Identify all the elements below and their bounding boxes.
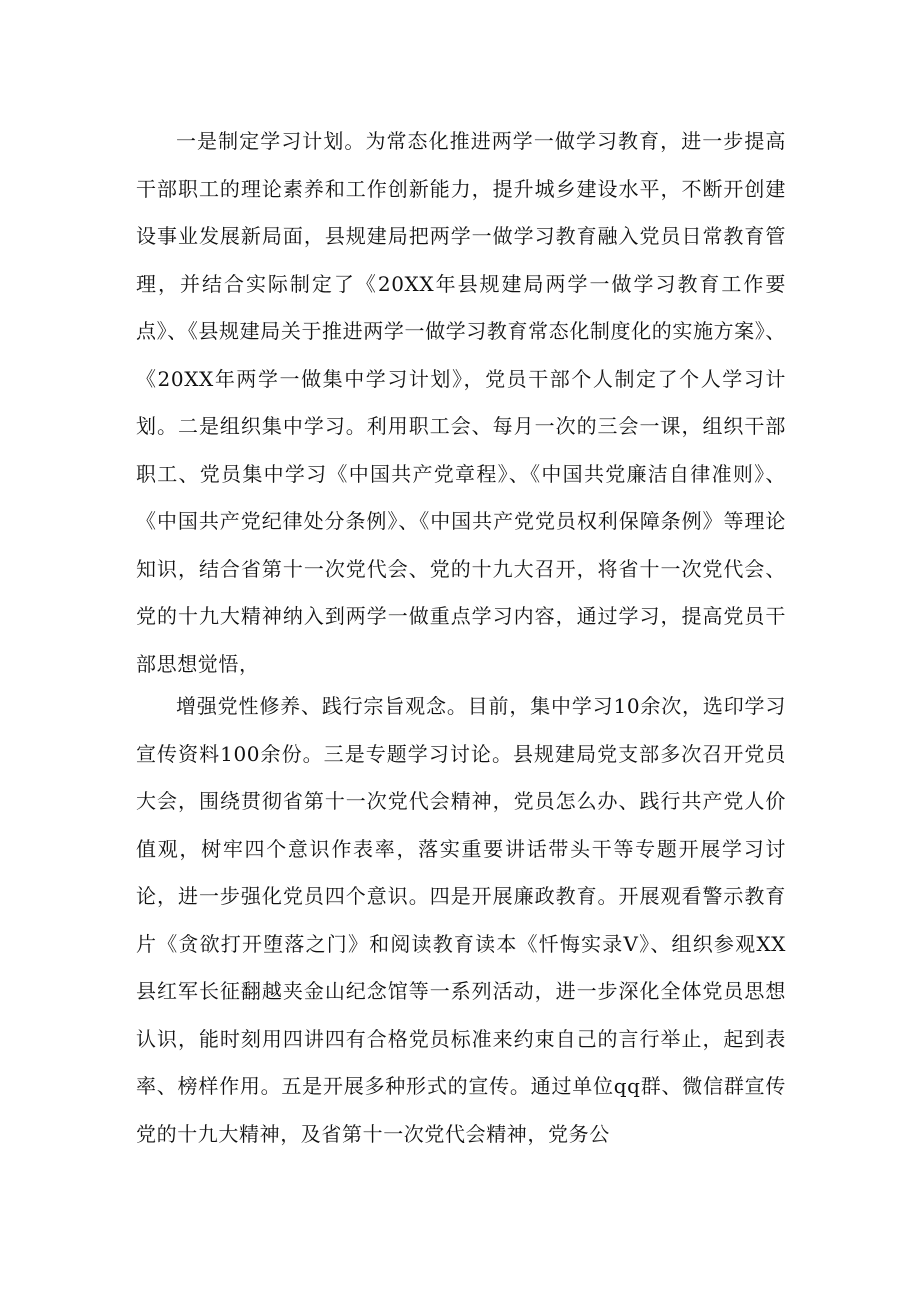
body-paragraph-1: 一是制定学习计划。为常态化推进两学一做学习教育，进一步提高干部职工的理论素养和工作创新能力，提升城乡建设水平，不断开创建设事业发展新局面，县规建局把两学一做学习教育融入党员日常教育管理，并结合实际制定了《20XX年县规建局两学一做学习教育工作要点》、《县规建局关于推进两学一做学习教育常态化制度化的实施方案》、《20XX年两学一做集中学习计划》，党员干部个人制定了个人学习计划。二是组织集中学习。利用职工会、每月一次的三会一课，组织干部职工、党员集中学习《中国共产党章程》、《中国共党廉洁自律准则》、《中国共产党纪律处分条例》、《中国共产党党员权利保障条例》等理论知识，结合省第十一次党代会、党的十九大召开，将省十一次党代会、党的十九大精神纳入到两学一做重点学习内容，通过学习，提高党员干部思想觉悟， [136, 129, 786, 676]
body-paragraph-2: 增强党性修养、践行宗旨观念。目前，集中学习10余次，选印学习宣传资料100余份。三是专题学习讨论。县规建局党支部多次召开党员大会，围绕贯彻省第十一次党代会精神，党员怎么办、践行共产党人价值观，树牢四个意识作表率，落实重要讲话带头干等专题开展学习讨论，进一步强化党员四个意识。四是开展廉政教育。开展观看警示教育片《贪欲打开堕落之门》和阅读教育读本《忏悔实录V》、组织参观XX县红军长征翻越夹金山纪念馆等一系列活动，进一步深化全体党员思想认识，能时刻用四讲四有合格党员标准来约束自己的言行举止，起到表率、榜样作用。五是开展多种形式的宣传。通过单位qq群、微信群宣传党的十九大精神，及省第十一次党代会精神，党务公 [136, 694, 786, 1146]
